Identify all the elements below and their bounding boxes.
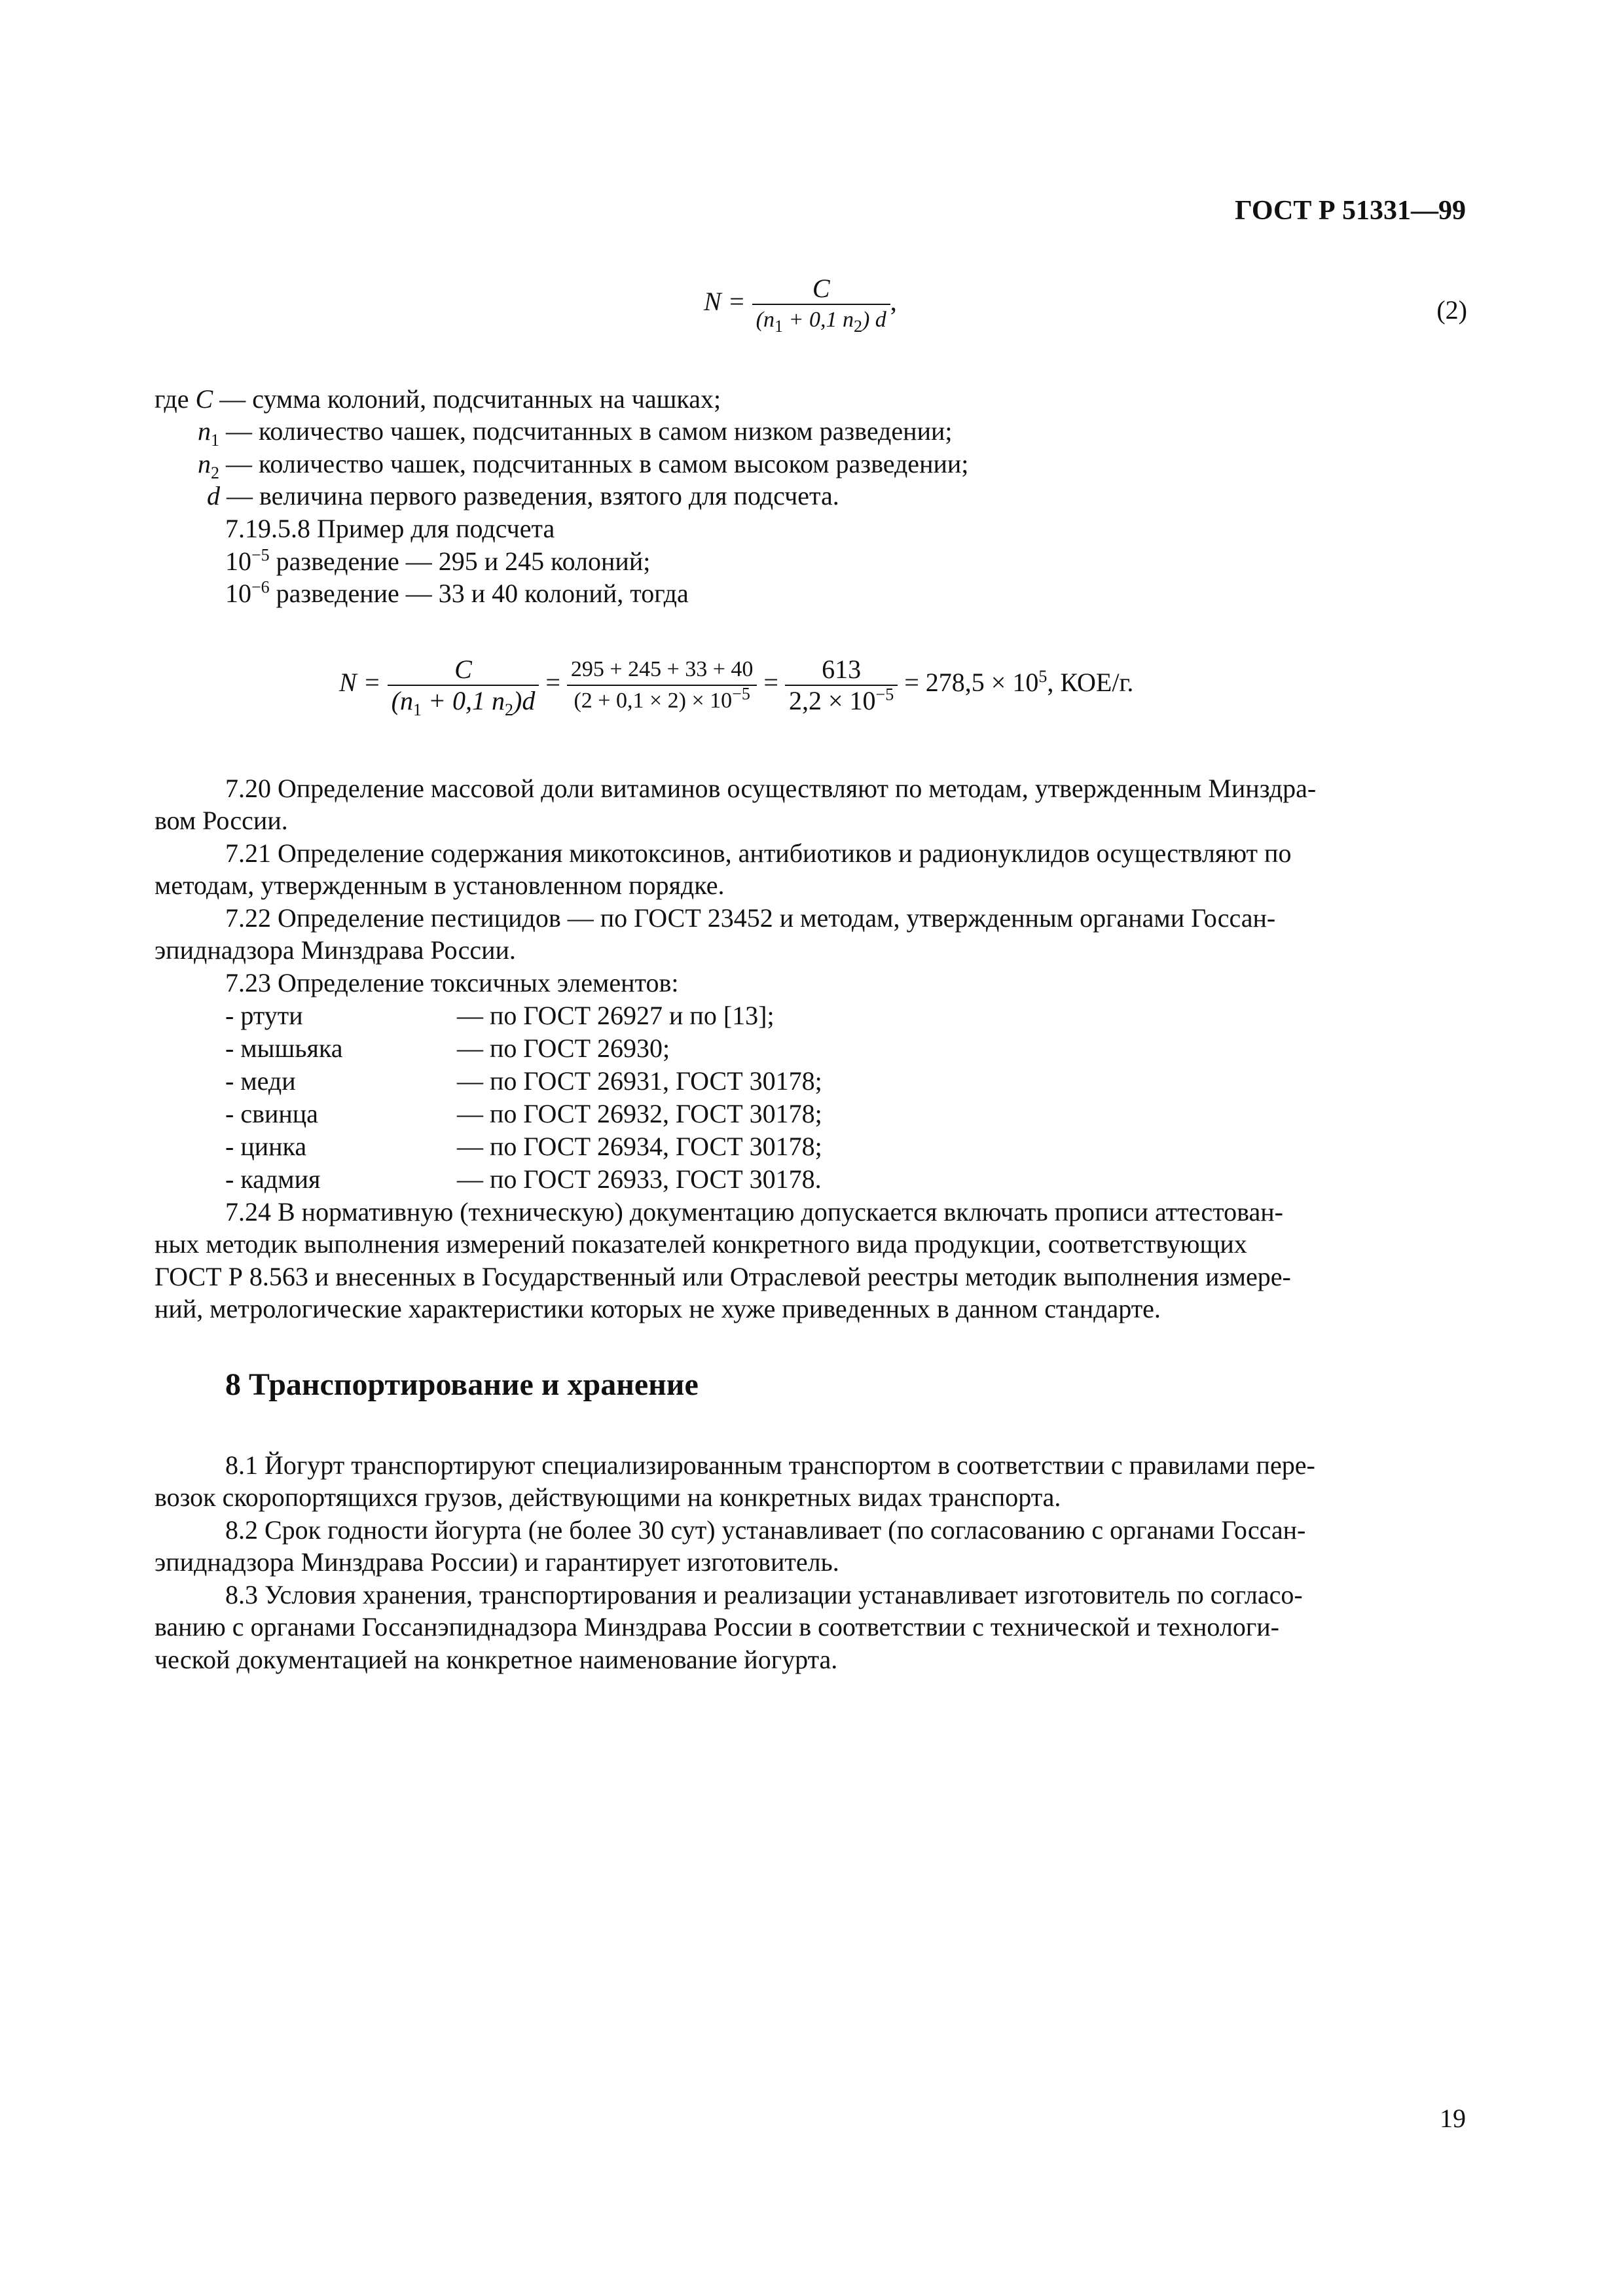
legend-d: d — величина первого разведения, взятого для подсчета. bbox=[207, 481, 839, 511]
list-item: - меди — по ГОСТ 26931, ГОСТ 30178; bbox=[225, 1066, 822, 1096]
formula-lhs: N = bbox=[704, 287, 746, 317]
legend-c: где C — сумма колоний, подсчитанных на чашках; bbox=[155, 384, 721, 414]
paragraph-7-24-line-1: 7.24 В нормативную (техническую) документацию допускается включать прописи аттестован- bbox=[225, 1197, 1283, 1227]
list-item: - кадмия — по ГОСТ 26933, ГОСТ 30178. bbox=[225, 1164, 822, 1194]
paragraph-8-3-line-2: ванию с органами Госсанэпиднадзора Минздрава России в соответствии с технической и технологи- bbox=[155, 1612, 1279, 1641]
paragraph-8-3-line-3: ческой документацией на конкретное наименование йогурта. bbox=[155, 1645, 838, 1674]
formula-number: (2) bbox=[1436, 295, 1467, 325]
paragraph-7-21-line-1: 7.21 Определение содержания микотоксинов, антибиотиков и радионуклидов осуществляют по bbox=[225, 838, 1292, 868]
legend-n1: $n_1$ — количество чашек, подсчитанных в самом низком разведении; bbox=[198, 416, 953, 450]
formula-2 bbox=[704, 274, 897, 335]
paragraph-7-24-line-4: ний, метрологические характеристики которых не хуже приведенных в данном стандарте. bbox=[155, 1294, 1161, 1323]
example-line-1: $10^{-5}$ разведение — 295 и 245 колоний; bbox=[225, 545, 651, 576]
formula-example-lhs: N = bbox=[339, 668, 381, 698]
formula-example-unit: , КОЕ/г. bbox=[1047, 668, 1134, 698]
formula-example: N = $\frac{C}{(n_1 + 0,1 n_2)d}$ = $\frac{295 + 245 + 33 + 40}{(2 + 0,1 \times 2) \times 10^{-5}}$ = $\frac{613}{2,2 \times 10^{-5}}$ = $278,5 \times 10^5$, КОЕ/г. bbox=[339, 655, 1134, 719]
formula-example-fraction-3: $\frac{613}{2,2 \times 10^{-5}}$ bbox=[785, 655, 898, 716]
equals-sign: = bbox=[545, 668, 560, 698]
paragraph-8-1-line-1: 8.1 Йогурт транспортируют специализированным транспортом в соответствии с правилами пере- bbox=[225, 1450, 1315, 1480]
formula-comma: , bbox=[890, 287, 897, 317]
equals-sign: = bbox=[763, 668, 778, 698]
paragraph-7-21-line-2: методам, утвержденным в установленном порядке. bbox=[155, 870, 725, 900]
example-title: 7.19.5.8 Пример для подсчета bbox=[225, 514, 555, 543]
list-item: - мышьяка — по ГОСТ 26930; bbox=[225, 1033, 670, 1063]
formula-denominator: ($n_1 + 0,1$ $n_2$) d bbox=[752, 304, 890, 335]
formula-fraction bbox=[752, 274, 890, 335]
formula-example-result: = 278,5 × 10 bbox=[904, 668, 1039, 698]
paragraph-8-2-line-1: 8.2 Срок годности йогурта (не более 30 сут) устанавливает (по согласованию с органами Госсан- bbox=[225, 1515, 1306, 1545]
list-item: - свинца — по ГОСТ 26932, ГОСТ 30178; bbox=[225, 1099, 822, 1128]
page-number: 19 bbox=[1440, 2104, 1466, 2133]
paragraph-8-3-line-1: 8.3 Условия хранения, транспортирования и реализации устанавливает изготовитель по согласо- bbox=[225, 1580, 1303, 1609]
formula-example-fraction-2: $\frac{295 + 245 + 33 + 40}{(2 + 0,1 \times 2) \times 10^{-5}}$ bbox=[567, 655, 757, 716]
list-item: - цинка — по ГОСТ 26934, ГОСТ 30178; bbox=[225, 1132, 822, 1161]
paragraph-8-2-line-2: эпиднадзора Минздрава России) и гарантирует изготовитель. bbox=[155, 1547, 839, 1577]
paragraph-7-24-line-3: ГОСТ Р 8.563 и внесенных в Государственный или Отраслевой реестры методик выполнения измере- bbox=[155, 1262, 1291, 1291]
paragraph-7-22-line-2: эпиднадзора Минздрава России. bbox=[155, 935, 516, 965]
document-header: ГОСТ Р 51331—99 bbox=[1235, 196, 1466, 226]
formula-numerator: C bbox=[812, 274, 830, 303]
paragraph-7-23: 7.23 Определение токсичных элементов: bbox=[225, 968, 679, 997]
paragraph-7-24-line-2: ных методик выполнения измерений показателей конкретного вида продукции, соответствующих bbox=[155, 1229, 1247, 1259]
paragraph-8-1-line-2: возок скоропортящихся грузов, действующими на конкретных видах транспорта. bbox=[155, 1482, 1061, 1512]
section-heading: 8 Транспортирование и хранение bbox=[225, 1367, 699, 1402]
paragraph-7-20-line-2: вом России. bbox=[155, 806, 288, 835]
list-item: - ртути — по ГОСТ 26927 и по [13]; bbox=[225, 1001, 775, 1030]
example-line-2: $10^{-6}$ разведение — 33 и 40 колоний, тогда bbox=[225, 577, 689, 608]
paragraph-7-20-line-1: 7.20 Определение массовой доли витаминов осуществляют по методам, утвержденным Минздра- bbox=[225, 774, 1317, 803]
formula-example-fraction-1: $\frac{C}{(n_1 + 0,1 n_2)d}$ bbox=[388, 655, 539, 716]
legend-n2: $n_2$ — количество чашек, подсчитанных в самом высоком разведении; bbox=[198, 449, 969, 482]
paragraph-7-22-line-1: 7.22 Определение пестицидов — по ГОСТ 23452 и методам, утвержденным органами Госсан- bbox=[225, 903, 1276, 933]
